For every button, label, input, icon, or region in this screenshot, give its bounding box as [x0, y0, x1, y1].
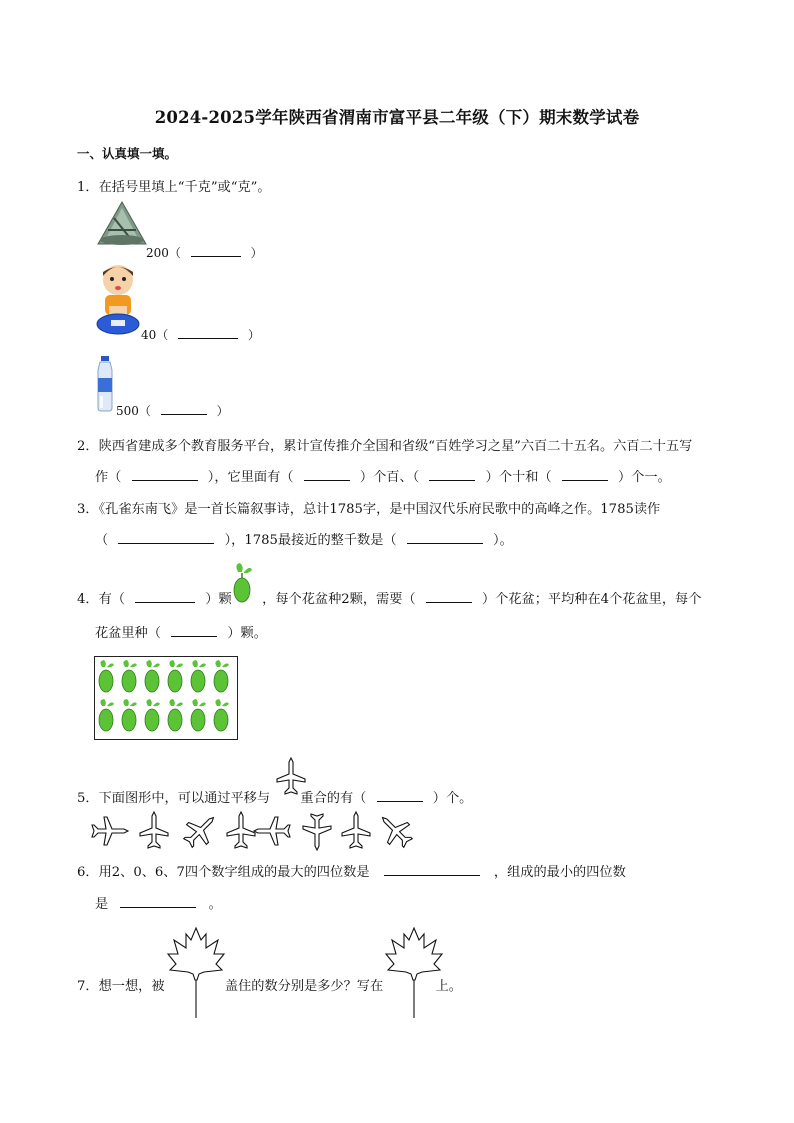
q2-line-1: 2．陕西省建成多个教育服务平台，累计宣传推介全国和省级“百姓学习之星”六百二十五名。六百二十五写 [77, 439, 693, 454]
q4-text-3: ，每个花盆种2颗，需要（ [262, 592, 416, 607]
page-title: 2024-2025学年陕西省渭南市富平县二年级（下）期末数学试卷 [154, 108, 640, 127]
q7-text-1: 7．想一想，被 [77, 979, 165, 994]
q5-text-3: ）个。 [432, 791, 473, 806]
q3-text-1: （ [95, 533, 109, 548]
q5-text-1: 5．下面图形中，可以通过平移与 [77, 791, 271, 806]
q4-text-5: 花盆里种（ [95, 626, 161, 641]
q1-item-3-value: 500（ [116, 404, 151, 418]
maple-leaf-icon [168, 928, 224, 1018]
q1-item-2-close: ） [247, 328, 260, 342]
q4-text-2: ）颗 [205, 592, 232, 607]
q1-item-1-value: 200（ [146, 246, 181, 260]
q6-text-1: 6．用2、0、6、7四个数字组成的最大的四位数是 [77, 865, 370, 880]
q3-line-1: 3．《孔雀东南飞》是一首长篇叙事诗，总计1785字，是中国汉代乐府民歌中的高峰之作。1785读作 [77, 502, 661, 517]
q4-text-6: ）颗。 [227, 626, 267, 641]
q1-stem: 1．在括号里填上“千克”或“克”。 [77, 180, 271, 195]
q2-text-3: ）个百、（ [359, 470, 420, 485]
q2-text-1: 作（ [95, 470, 122, 485]
q6-text-3: 是 [95, 897, 109, 912]
maple-leaf-icon [386, 928, 442, 1018]
q7-text-2: 盖住的数分别是多少？写在 [224, 979, 384, 994]
q3-text-2: ），1785最接近的整千数是（ [224, 533, 397, 548]
q7-line [77, 975, 462, 994]
q4-text-1: 4．有（ [77, 592, 125, 607]
q2-text-4: ）个十和（ [485, 470, 552, 485]
section-heading: 一、认真填一填。 [77, 146, 178, 161]
q5-text-2: 重合的有（ [300, 791, 367, 806]
q1-item-3-close: ） [216, 404, 229, 418]
q2-text-2: ），它里面有（ [207, 470, 294, 485]
q6-text-4: 。 [208, 897, 222, 912]
q1-item-1-close: ） [250, 246, 263, 260]
q3-text-3: ）。 [493, 533, 513, 548]
q4-text-4: ）个花盆；平均种在4个花盆里，每个 [482, 592, 702, 607]
q1-item-2-value: 40（ [141, 328, 169, 342]
q2-text-5: ）个一。 [618, 470, 671, 485]
q6-text-2: ，组成的最小的四位数 [493, 865, 626, 880]
q7-text-3: 上。 [435, 979, 462, 994]
